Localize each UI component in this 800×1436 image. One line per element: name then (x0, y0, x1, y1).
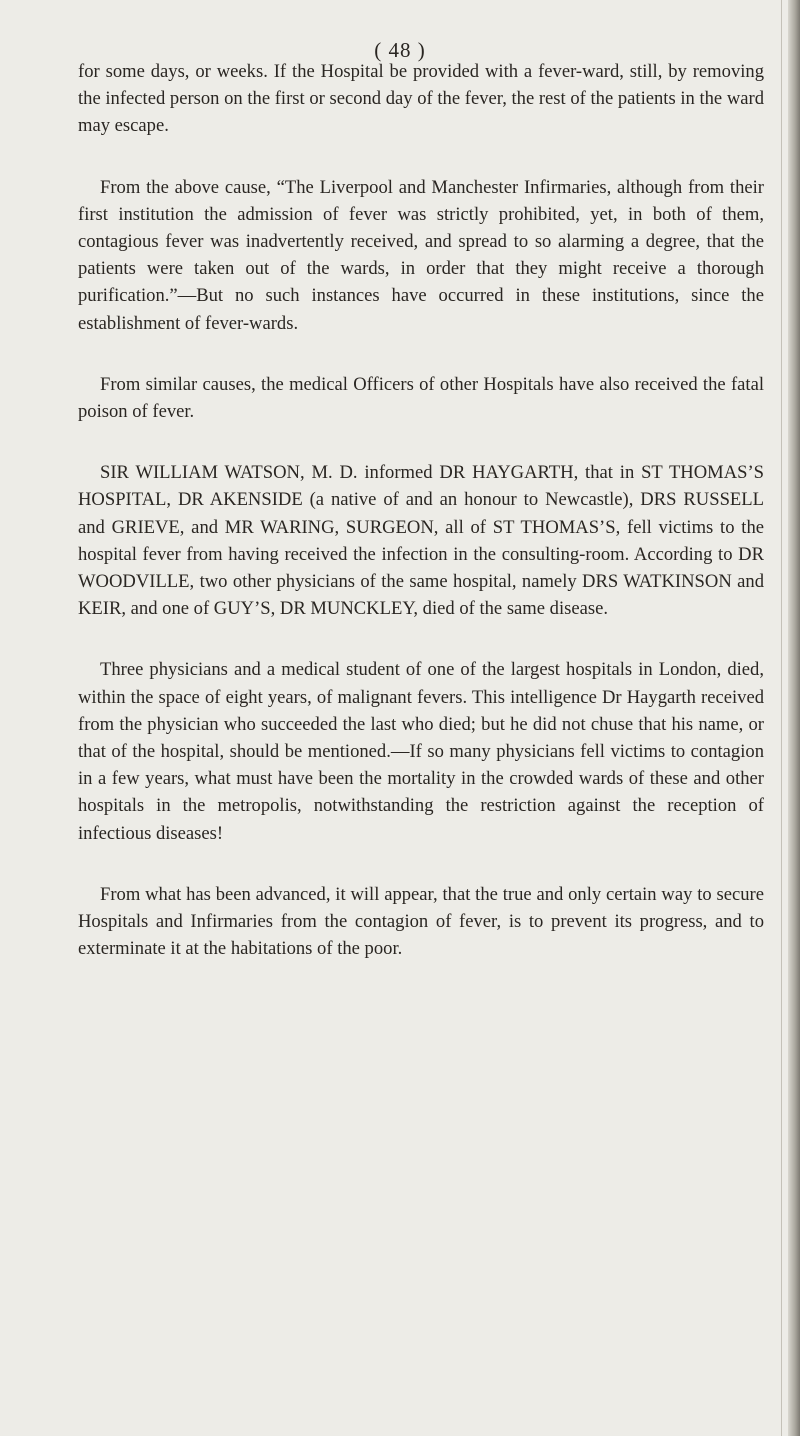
body-text (78, 58, 764, 962)
page-edge-line (781, 0, 782, 1436)
paragraph-4: SIR WILLIAM WATSON, M. D. informed DR HAYGARTH, that in ST THOMAS’S HOSPITAL, DR AKENSIDE (a native of and an honour to Newcastle), DRS RUSSELL and GRIEVE, and MR WARING, SURGEON, all of ST THOMAS’S, fell victims to the hospital fever from having received the infection in the consulting-room. According to DR WOODVILLE, two other physicians of the same hospital, namely DRS WATKINSON and KEIR, and one of GUY’S, DR MUNCKLEY, died of the same disease. (78, 462, 764, 620)
paragraph-3: From similar causes, the medical Officers of other Hospitals have also received the fatal poison of fever. (78, 373, 764, 423)
page-number: ( 48 ) (374, 38, 426, 62)
page-edge-shadow (788, 0, 800, 1436)
paragraph-1: for some days, or weeks. If the Hospital be provided with a fever-ward, still, by removing the infected person on the first or second day of the fever, the rest of the patients in the ward may escape. (78, 61, 764, 137)
paragraph-2: From the above cause, “The Liverpool and Manchester Infirmaries, although from their first institution the admission of fever was strictly prohibited, yet, in both of them, contagious fever was inadvertently received, and spread to so alarming a degree, that the patients were taken out of the wards, in order that they might receive a thorough purification.”—But no such instances have occurred in these institutions, since the establishment of fever-wards. (78, 176, 764, 334)
paragraph-6: From what has been advanced, it will appear, that the true and only certain way to secure Hospitals and Infirmaries from the contagion of fever, is to prevent its progress, and to exterminate it at the habitations of the poor. (78, 883, 764, 960)
paragraph-5: Three physicians and a medical student of one of the largest hospitals in London, died, within the space of eight years, of malignant fevers. This intelligence Dr Haygarth received from the physician who succeeded the last who died; but he did not chuse that his name, or that of the hospital, should be mentioned.—If so many physicians fell victims to contagion in a few years, what must have been the mortality in the crowded wards of these and other hospitals in the metropolis, notwithstanding the restriction against the reception of infectious diseases! (78, 659, 764, 844)
